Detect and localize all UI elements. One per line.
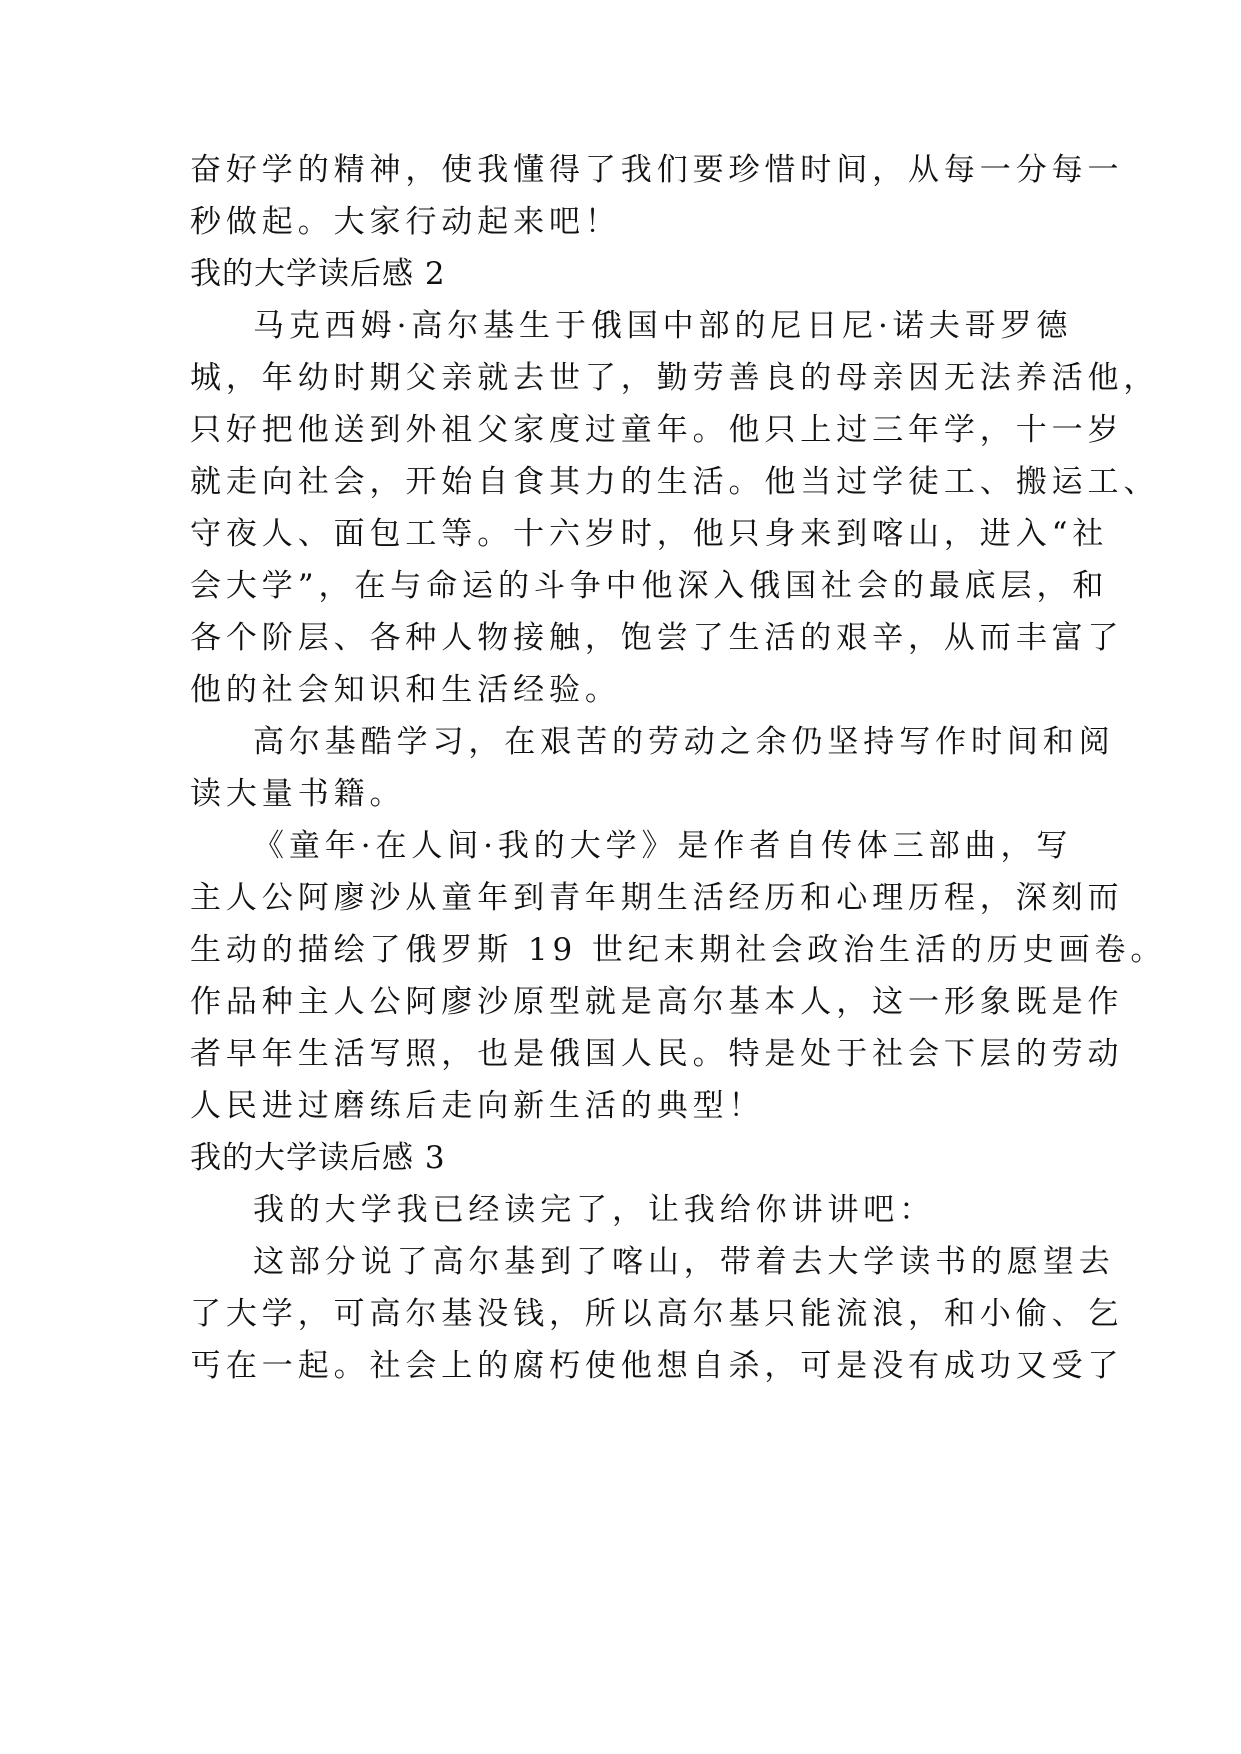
text-line: 《童年·在人间·我的大学》是作者自传体三部曲，写 — [253, 828, 1073, 864]
section-heading: 我的大学读后感 3 — [190, 1140, 446, 1176]
text-line: 奋好学的精神，使我懂得了我们要珍惜时间，从每一分每一 — [190, 152, 1124, 188]
text-line: 我的大学我已经读完了，让我给你讲讲吧： — [253, 1192, 936, 1228]
text-line: 丐在一起。社会上的腐朽使他想自杀，可是没有成功又受了 — [190, 1348, 1124, 1384]
text-line: 生动的描绘了俄罗斯 19 世纪末期社会政治生活的历史画卷。 — [190, 932, 1167, 968]
text-line: 就走向社会，开始自食其力的生活。他当过学徒工、搬运工、 — [190, 464, 1160, 500]
text-line: 作品种主人公阿廖沙原型就是高尔基本人，这一形象既是作 — [190, 984, 1124, 1020]
text-line: 秒做起。大家行动起来吧！ — [190, 204, 621, 240]
text-line: 会大学”，在与命运的斗争中他深入俄国社会的最底层，和 — [190, 568, 1109, 604]
text-line: 读大量书籍。 — [190, 776, 406, 812]
text-line: 守夜人、面包工等。十六岁时，他只身来到喀山，进入“社 — [190, 516, 1109, 552]
section-heading: 我的大学读后感 2 — [190, 256, 446, 292]
text-line: 者早年生活写照，也是俄国人民。特是处于社会下层的劳动 — [190, 1036, 1124, 1072]
text-line: 各个阶层、各种人物接触，饱尝了生活的艰辛，从而丰富了 — [190, 620, 1124, 656]
text-line: 只好把他送到外祖父家度过童年。他只上过三年学，十一岁 — [190, 412, 1124, 448]
text-line: 高尔基酷学习，在艰苦的劳动之余仍坚持写作时间和阅 — [253, 724, 1115, 760]
text-line: 了大学，可高尔基没钱，所以高尔基只能流浪，和小偷、乞 — [190, 1296, 1124, 1332]
text-line: 他的社会知识和生活经验。 — [190, 672, 621, 708]
text-line: 人民进过磨练后走向新生活的典型！ — [190, 1088, 765, 1124]
text-line: 马克西姆·高尔基生于俄国中部的尼日尼·诺夫哥罗德 — [253, 308, 1073, 344]
text-line: 这部分说了高尔基到了喀山，带着去大学读书的愿望去 — [253, 1244, 1115, 1280]
text-line: 主人公阿廖沙从童年到青年期生活经历和心理历程，深刻而 — [190, 880, 1124, 916]
text-line: 城，年幼时期父亲就去世了，勤劳善良的母亲因无法养活他， — [190, 360, 1160, 396]
